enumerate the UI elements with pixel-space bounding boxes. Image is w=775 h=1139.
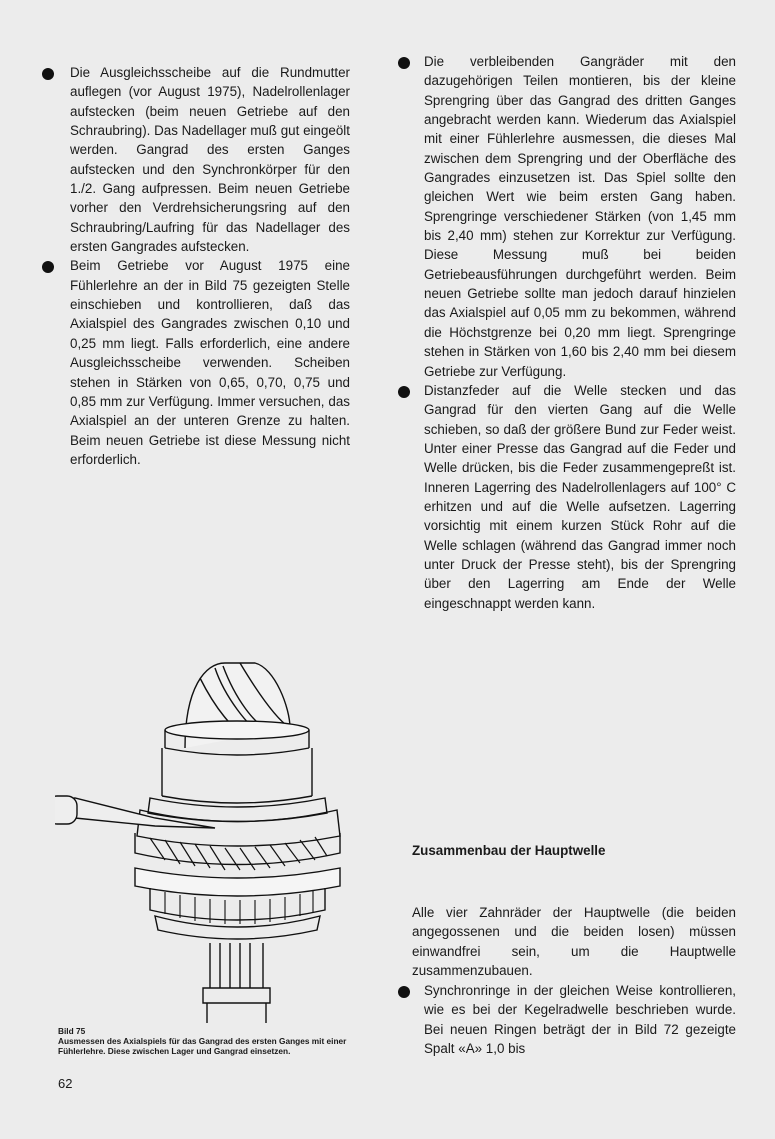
- bullet-icon: [398, 986, 410, 998]
- list-item: [398, 381, 736, 613]
- item-text: Die verbleibenden Gangräder mit den dazugehörigen Teilen montieren, bis der kleine Sprengring über das Gangrad des dritten Ganges angebracht werden kann. Wiederum das Axialspiel mit einer Fühlerlehre ausmessen, die dieses Mal zwischen dem Sprengring und der Oberfläche des Gangrades einzusetzen ist. Das Spiel sollte den gleichen Wert wie beim ersten Gang haben. Sprengringe verschiedener Stärken (von 1,45 mm bis 2,40 mm) stehen zur Korrektur zur Verfügung. Diese Messung muß bei beiden Getriebeausführungen durchgeführt werden. Beim neuen Getriebe sollte man jedoch darauf hinzielen das Axialspiel auf 0,05 mm zu bekommen, während die Höchstgrenze bei 0,20 mm liegt. Sprengringe stehen in Stärken von 1,60 bis 2,40 mm bei diesem Getriebe zur Verfügung.: [424, 54, 736, 379]
- intro-paragraph: Alle vier Zahnräder der Hauptwelle (die beiden angegossenen und die beiden losen) müssen einwandfrei sein, um die Hauptwelle zusammenzubauen.: [412, 905, 736, 979]
- list-item: [398, 52, 736, 381]
- figure-caption: [58, 1026, 378, 1056]
- section-heading: Zusammenbau der Hauptwelle: [412, 843, 606, 858]
- page-number: 62: [58, 1076, 73, 1091]
- figure-label: Bild 75: [58, 1026, 86, 1036]
- list-item: [42, 256, 350, 469]
- list-item: [398, 981, 736, 1058]
- bullet-icon: [398, 386, 410, 398]
- item-text: Distanzfeder auf die Welle stecken und das Gangrad für den vierten Gang auf die Welle schieben, so daß der größere Bund zur Feder weist. Unter einer Presse das Gangrad auf die Feder und Welle drücken, bis die Feder zusammengepreßt ist. Inneren Lagerring des Nadelrollenlagers auf 100° C erhitzen und auf die Welle aufsetzen. Lagerring vorsichtig mit einem kurzen Stück Rohr auf die Welle schlagen (während das Gangrad immer noch unter Druck der Presse steht), bis der Sprengring über den Lagerring am Ende der Welle eingeschnappt werden kann.: [424, 382, 736, 611]
- bullet-icon: [42, 261, 54, 273]
- left-column: [42, 63, 350, 469]
- figure-caption-text: Ausmessen des Axialspiels für das Gangrad des ersten Ganges mit einer Fühlerlehre. Diese zwischen Lager und Gangrad einsetzen.: [58, 1036, 347, 1056]
- gearbox-shaft-illustration: [55, 648, 385, 1023]
- bullet-icon: [398, 57, 410, 69]
- item-text: Die Ausgleichsscheibe auf die Rundmutter auflegen (vor August 1975), Nadelrollenlager aufstecken (beim neuen Getriebe auf den Schraubring). Das Nadellager muß gut eingeölt werden. Gangrad des ersten Ganges aufstecken und den Synchronkörper für den 1./2. Gang aufpressen. Beim neuen Getriebe vorher den Verdrehsicherungsring auf den Schraubring/Laufring für das Nadellager des ersten Gangrades aufstecken.: [70, 65, 350, 255]
- item-text: Beim Getriebe vor August 1975 eine Fühlerlehre an der in Bild 75 gezeigten Stelle einschieben und kontrollieren, daß das Axialspiel des Gangrades zwischen 0,10 und 0,25 mm liegt. Falls erforderlich, eine andere Ausgleichsscheibe verwenden. Scheiben stehen in Stärken von 0,65, 0,70, 0,75 und 0,85 mm zur Verfügung. Immer versuchen, das Axialspiel an der unteren Grenze zu halten. Beim neuen Getriebe ist diese Messung nicht erforderlich.: [70, 258, 350, 467]
- bullet-icon: [42, 68, 54, 80]
- right-column: [398, 52, 736, 613]
- list-item-inner: [398, 981, 736, 1058]
- list-item: [42, 63, 350, 256]
- item-text: Synchronringe in der gleichen Weise kontrollieren, wie es bei der Kegelradwelle beschrieben wurde. Bei neuen Ringen beträgt der in Bild 72 gezeigte Spalt «A» 1,0 bis: [424, 983, 736, 1057]
